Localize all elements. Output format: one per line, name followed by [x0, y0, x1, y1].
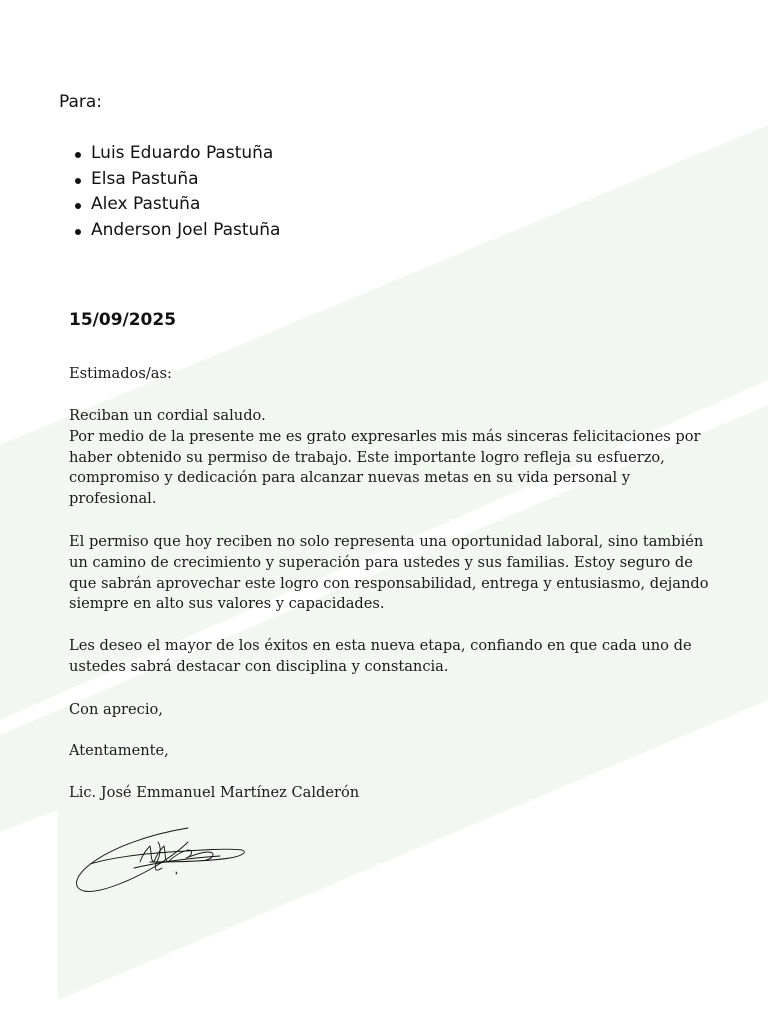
closing-appreciation: Con aprecio,	[69, 701, 163, 718]
closing-sincerely: Atentamente,	[69, 742, 169, 759]
letter-date: 15/09/2025	[69, 310, 177, 330]
handwritten-signature	[70, 822, 250, 897]
recipients-heading: Para:	[59, 92, 103, 112]
recipient-list	[69, 141, 280, 243]
recipient-item: Luis Eduardo Pastuña	[69, 141, 280, 167]
paragraph-intro: Reciban un cordial saludo. Por medio de la presente me es grato expresarles mis más sinceras felicitaciones por haber obtenido su permiso de trabajo. Este importante logro refleja su esfuerzo, compromiso y dedicación para alcanzar nuevas metas en su vida personal y profesional.	[69, 407, 701, 508]
greeting: Estimados/as:	[69, 365, 172, 382]
recipient-item: Elsa Pastuña	[69, 167, 280, 193]
recipient-item: Alex Pastuña	[69, 192, 280, 218]
recipient-item: Anderson Joel Pastuña	[69, 218, 280, 244]
paragraph-wishes: Les deseo el mayor de los éxitos en esta nueva etapa, confiando en que cada uno de ustedes sabrá destacar con disciplina y constancia.	[69, 637, 692, 675]
signer-name: Lic. José Emmanuel Martínez Calderón	[69, 784, 360, 801]
paragraph-body: El permiso que hoy reciben no solo representa una oportunidad laboral, sino también un camino de crecimiento y superación para ustedes y sus familias. Estoy seguro de que sabrán aprovechar este logro con responsabilidad, entrega y entusiasmo, dejando siempre en alto sus valores y capacidades.	[69, 533, 709, 613]
